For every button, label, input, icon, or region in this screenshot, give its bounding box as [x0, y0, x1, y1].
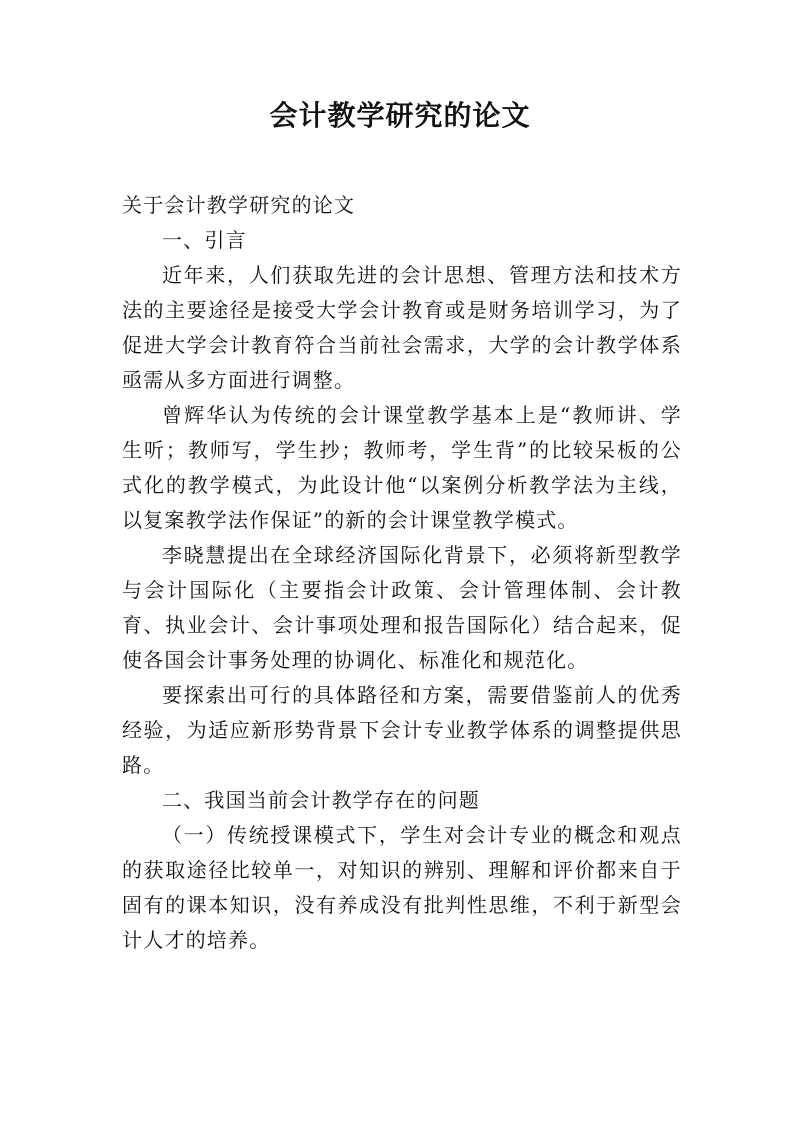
- body-paragraph: 要探索出可行的具体路径和方案，需要借鉴前人的优秀经验，为适应新形势背景下会计专业教学体系的调整提供思路。: [122, 683, 682, 777]
- section-heading-introduction: 一、引言: [162, 228, 247, 252]
- document-title: 会计教学研究的论文: [269, 99, 531, 132]
- body-paragraph: 李晓慧提出在全球经济国际化背景下，必须将新型教学与会计国际化（主要指会计政策、会计管理体制、会计教育、执业会计、会计事项处理和报告国际化）结合起来，促使各国会计事务处理的协调化、标准化和规范化。: [122, 543, 682, 672]
- section-heading-problems: 二、我国当前会计教学存在的问题: [162, 788, 480, 812]
- body-paragraph: 曾辉华认为传统的会计课堂教学基本上是“教师讲、学生听；教师写，学生抄；教师考，学生背”的比较呆板的公式化的教学模式，为此设计他“以案例分析教学法为主线，以复案教学法作保证”的新的会计课堂教学模式。: [122, 403, 682, 532]
- document-subtitle: 关于会计教学研究的论文: [122, 193, 356, 217]
- body-paragraph: 近年来，人们获取先进的会计思想、管理方法和技术方法的主要途径是接受大学会计教育或是财务培训学习，为了促进大学会计教育符合当前社会需求，大学的会计教学体系亟需从多方面进行调整。: [122, 263, 682, 392]
- body-paragraph: （一）传统授课模式下，学生对会计专业的概念和观点的获取途径比较单一，对知识的辨别、理解和评价都来自于固有的课本知识，没有养成没有批判性思维，不利于新型会计人才的培养。: [122, 823, 682, 952]
- document-body: [122, 188, 682, 958]
